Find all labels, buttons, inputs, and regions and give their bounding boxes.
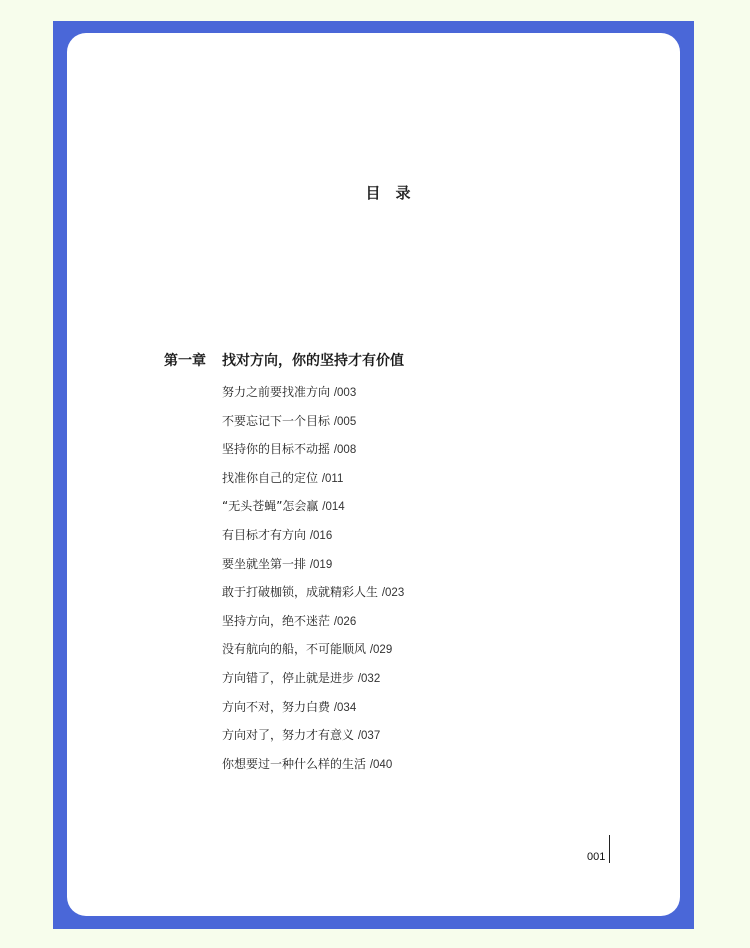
toc-entry-title: 方向不对，努力白费 [222, 699, 331, 714]
toc-entry-page: /040 [369, 758, 393, 771]
toc-entry[interactable] [222, 582, 404, 611]
toc-entry-page: /003 [333, 387, 357, 399]
toc-entry-page: /011 [321, 472, 344, 485]
toc-entry-title: “无头苍蝇”怎会赢 [222, 499, 319, 514]
toc-entry-page: /008 [333, 444, 357, 457]
chapter-heading [164, 350, 404, 370]
toc-entry[interactable] [222, 382, 404, 411]
toc-entry-title: 有目标才有方向 [222, 527, 307, 542]
toc-entry-page: /005 [333, 415, 357, 428]
toc-entry[interactable] [222, 496, 404, 525]
toc-entry[interactable] [222, 439, 404, 468]
toc-entry-list [222, 382, 404, 782]
toc-entry[interactable] [222, 525, 404, 554]
toc-entry[interactable] [222, 411, 404, 440]
toc-entry[interactable] [222, 639, 404, 668]
toc-entry-page: /034 [333, 701, 357, 714]
toc-entry-page: /016 [309, 529, 333, 542]
toc-title: 目 录 [365, 184, 411, 202]
chapter-title: 找对方向，你的坚持才有价值 [222, 353, 404, 369]
toc-entry[interactable] [222, 725, 404, 754]
toc-entry[interactable] [222, 611, 404, 640]
page-number: 001 [587, 851, 606, 863]
toc-entry-title: 你想要过一种什么样的生活 [222, 756, 367, 771]
toc-entry-title: 敢于打破枷锁，成就精彩人生 [222, 585, 379, 600]
toc-entry[interactable] [222, 468, 404, 497]
toc-entry[interactable] [222, 554, 404, 583]
toc-entry-page: /026 [333, 615, 357, 628]
toc-entry-title: 不要忘记下一个目标 [222, 413, 331, 428]
toc-entry[interactable] [222, 668, 404, 697]
toc-entry-title: 方向对了，努力才有意义 [222, 728, 355, 743]
toc-entry-page: /029 [369, 644, 393, 657]
page-number-rule [609, 835, 610, 863]
toc-entry-title: 坚持你的目标不动摇 [222, 442, 331, 457]
toc-entry-title: 努力之前要找准方向 [222, 385, 331, 399]
toc-entry-page: /019 [309, 558, 333, 571]
toc-entry-title: 方向错了，停止就是进步 [222, 670, 355, 685]
toc-entry-title: 没有航向的船，不可能顺风 [222, 642, 367, 657]
toc-entry-title: 找准你自己的定位 [222, 470, 319, 485]
toc-entry-title: 坚持方向，绝不迷茫 [222, 613, 331, 628]
toc-entry-page: /032 [357, 672, 381, 685]
toc-entry[interactable] [222, 754, 404, 783]
toc-entry-page: /023 [381, 587, 405, 600]
toc-entry-page: /014 [322, 501, 345, 514]
toc-entry[interactable] [222, 697, 404, 726]
chapter-number: 第一章 [164, 353, 206, 369]
toc-entry-page: /037 [357, 730, 381, 743]
toc-entry-title: 要坐就坐第一排 [222, 556, 307, 571]
